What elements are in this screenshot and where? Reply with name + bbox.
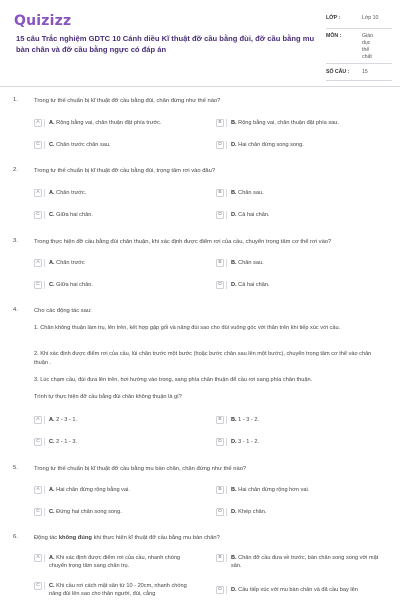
option-label: D. xyxy=(231,212,237,218)
option-a[interactable] xyxy=(34,486,130,494)
option-text: Chân trước xyxy=(56,260,85,266)
subject-value: Giáo dục thể chất xyxy=(362,33,373,60)
option-letter-box: D xyxy=(216,211,224,219)
option-label: C. xyxy=(49,509,55,515)
option-d[interactable] xyxy=(216,438,259,446)
option-label: B. xyxy=(231,417,237,423)
option-label: A. xyxy=(49,417,55,423)
option-label: A. xyxy=(49,555,55,561)
question-text-emphasis: không đúng xyxy=(58,535,92,541)
option-label: B. xyxy=(231,260,237,266)
option-letter-box: A xyxy=(34,119,42,127)
question-text: Trong tư thế chuẩn bị kĩ thuật đỡ cầu bằng đùi, chân đứng như thế nào? xyxy=(34,98,221,104)
option-label: D. xyxy=(231,587,237,593)
meta-row-subject xyxy=(326,29,392,64)
option-text: Chân trước. xyxy=(56,190,87,196)
option-text: Giữa hai chân. xyxy=(56,212,93,218)
option-text: Khép chân. xyxy=(238,509,267,515)
option-d[interactable] xyxy=(216,281,270,289)
option-text: Rộng bằng vai, chân thuận đặt phía trước. xyxy=(56,120,162,126)
option-c[interactable] xyxy=(34,211,93,219)
option-letter-box: B xyxy=(216,259,224,267)
option-label: A. xyxy=(49,190,55,196)
count-value: 15 xyxy=(362,69,368,75)
option-label: D. xyxy=(231,509,237,515)
option-text: Cả hai chân. xyxy=(238,282,270,288)
question-text: Trong tư thế chuẩn bị kĩ thuật đỡ cầu bằng mu bàn chân, chân đứng như thế nào? xyxy=(34,466,247,472)
statement-3: 3. Lúc chạm cầu, đùi đưa lên trên, hơi hướng vào trong, sang phía chân thuận để cầu rơi sang phía chân thuận. xyxy=(34,377,313,383)
option-letter-box: B xyxy=(216,416,224,424)
option-letter-box: B xyxy=(216,486,224,494)
option-text: Hai chân đứng rộng hơn vai. xyxy=(238,487,310,493)
question-text xyxy=(34,534,384,543)
question-number: 4. xyxy=(13,307,18,313)
option-text: Cả hai chân. xyxy=(238,212,270,218)
option-d[interactable] xyxy=(216,211,270,219)
option-letter-box: D xyxy=(216,508,224,516)
option-text: Chân sau. xyxy=(238,260,264,266)
option-c[interactable] xyxy=(34,438,77,446)
option-a[interactable] xyxy=(34,554,204,570)
option-c[interactable] xyxy=(34,582,204,598)
option-text: Hai chân đứng rộng bằng vai. xyxy=(56,487,130,493)
option-letter-box: D xyxy=(216,586,224,594)
question-number: 6. xyxy=(13,534,18,540)
option-label: B. xyxy=(231,487,237,493)
option-letter-box: C xyxy=(34,438,42,446)
option-a[interactable] xyxy=(34,119,162,127)
subject-label: MÔN : xyxy=(326,33,342,39)
option-text: Hai chân đứng song song. xyxy=(238,142,304,148)
class-value: Lớp 10 xyxy=(362,15,379,21)
option-letter-box: B xyxy=(216,554,224,562)
option-letter-box: B xyxy=(216,119,224,127)
option-letter-box: A xyxy=(34,416,42,424)
option-label: A. xyxy=(49,260,55,266)
option-letter-box: D xyxy=(216,438,224,446)
option-label: A. xyxy=(49,487,55,493)
question-number: 3. xyxy=(13,238,18,244)
option-text: 2 - 1 - 3. xyxy=(56,439,77,445)
question-text-prefix: Động tác xyxy=(34,535,59,541)
option-b[interactable] xyxy=(216,259,264,267)
option-text: Chân sau. xyxy=(238,190,264,196)
option-letter-box: D xyxy=(216,281,224,289)
option-text: 2 - 3 - 1. xyxy=(56,417,77,423)
option-b[interactable] xyxy=(216,416,259,424)
option-a[interactable] xyxy=(34,416,77,424)
option-label: D. xyxy=(231,282,237,288)
statement-2: 2. Khi xác định được điểm rơi của cầu, lùi chân trước một bước (hoặc bước chân sau lên một bước), chuyển trọng tâm cơ thể vào chân thuận . xyxy=(34,351,372,366)
option-text: Khi xác định được điểm rơi của cầu, nhanh chóng chuyển trọng tâm sang chân trụ. xyxy=(49,555,181,569)
option-text: Khi cầu rơi cách mặt sân từ 10 - 20cm, nhanh chóng nâng đùi lên sao cho thân người, đùi, cẳng xyxy=(49,583,187,597)
option-letter-box: A xyxy=(34,554,42,562)
option-text: Cầu tiếp xúc với mu bàn chân và đã cầu bay lên xyxy=(238,587,358,593)
option-text: Chân đỡ cầu đưa về trước, bàn chân song song với mặt sân. xyxy=(231,555,379,569)
option-label: C. xyxy=(49,439,55,445)
option-letter-box: C xyxy=(34,211,42,219)
worksheet-header xyxy=(0,0,400,87)
option-text: 1 - 3 - 2. xyxy=(238,417,259,423)
option-letter-box: C xyxy=(34,281,42,289)
question-text: Trong tư thế chuẩn bị kĩ thuật đỡ cầu bằng đùi, trọng tâm rơi vào đâu? xyxy=(34,168,216,174)
option-b[interactable] xyxy=(216,554,388,570)
option-b[interactable] xyxy=(216,486,309,494)
question-text: Trong thực hiện đỡ cầu bằng đùi chân thuận, khi xác định được điểm rơi của cầu, chuyển trọng tâm cơ thể rơi vào? xyxy=(34,239,332,245)
option-b[interactable] xyxy=(216,189,264,197)
option-text: Chân trước chân sau. xyxy=(56,142,111,148)
option-letter-box: A xyxy=(34,189,42,197)
question-prompt: Trình tự thực hiện đỡ cầu bằng đùi chân không thuận là gì? xyxy=(34,394,182,400)
class-label: LỚP : xyxy=(326,15,341,21)
option-text: Rộng bằng vai, chân thuận đặt phía sau. xyxy=(238,120,339,126)
option-letter-box: C xyxy=(34,582,42,590)
question-text: Cho các động tác sau: xyxy=(34,308,92,314)
question-text-suffix: khi thực hiện kĩ thuật đỡ cầu bằng mu bàn chân? xyxy=(91,535,220,541)
option-a[interactable] xyxy=(34,259,85,267)
option-text: Giữa hai chân. xyxy=(56,282,93,288)
meta-row-class xyxy=(326,12,392,29)
worksheet-title: 15 câu Trắc nghiệm GDTC 10 Cánh diều Kĩ thuật đỡ cầu bằng đùi, đỡ cầu bằng mu bàn chân và đỡ cầu bằng ngực có đáp án xyxy=(16,34,315,54)
question-number: 5. xyxy=(13,465,18,471)
option-label: C. xyxy=(49,212,55,218)
option-d[interactable] xyxy=(216,141,304,149)
option-text: 3 - 1 - 2. xyxy=(238,439,259,445)
option-c[interactable] xyxy=(34,508,122,516)
option-label: B. xyxy=(231,190,237,196)
option-text: Đứng hai chân song song. xyxy=(56,509,122,515)
count-label: SỐ CÂU : xyxy=(326,69,350,75)
meta-panel xyxy=(326,12,392,81)
option-label: C. xyxy=(49,583,55,589)
option-letter-box: C xyxy=(34,508,42,516)
option-letter-box: A xyxy=(34,486,42,494)
option-letter-box: D xyxy=(216,141,224,149)
option-d[interactable] xyxy=(216,586,388,594)
option-letter-box: A xyxy=(34,259,42,267)
statement-1: 1. Chân không thuận làm trụ, lên trên, kết hợp gập gối và nâng đùi sao cho đùi vuông góc với thân trên khi tiếp xúc với cầu. xyxy=(34,325,341,331)
option-label: B. xyxy=(231,120,237,126)
option-label: B. xyxy=(231,555,237,561)
option-c[interactable] xyxy=(34,141,111,149)
option-label: A. xyxy=(49,120,55,126)
option-letter-box: C xyxy=(34,141,42,149)
question-number: 2. xyxy=(13,167,18,173)
quizizz-logo[interactable]: Quizizz xyxy=(14,13,72,29)
option-c[interactable] xyxy=(34,281,93,289)
question-number: 1. xyxy=(13,97,18,103)
option-label: D. xyxy=(231,142,237,148)
option-letter-box: B xyxy=(216,189,224,197)
option-label: C. xyxy=(49,142,55,148)
option-a[interactable] xyxy=(34,189,86,197)
meta-row-count xyxy=(326,64,392,81)
option-b[interactable] xyxy=(216,119,339,127)
option-label: D. xyxy=(231,439,237,445)
option-label: C. xyxy=(49,282,55,288)
option-d[interactable] xyxy=(216,508,266,516)
